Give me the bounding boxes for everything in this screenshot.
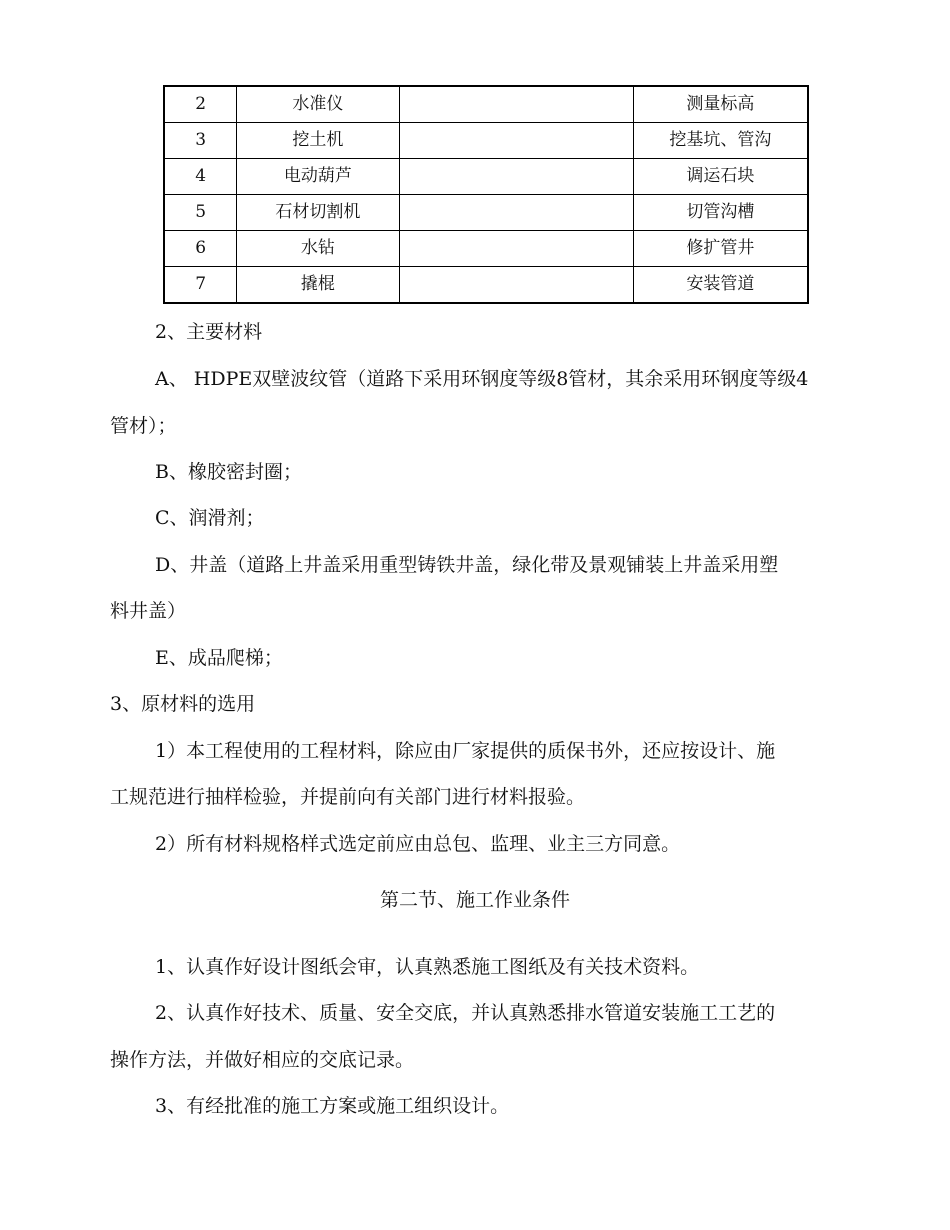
raw-material-heading: 3、原材料的选用 [110,693,256,715]
section-title: 第二节、施工作业条件 [379,889,570,911]
table-cell-name: 电动葫芦 [237,159,399,195]
condition-item-3: 3、有经批准的施工方案或施工组织设计。 [155,1095,510,1117]
table-cell-spec [399,123,633,159]
table-row [164,267,808,304]
equipment-table [163,85,809,304]
table-cell-spec [399,195,633,231]
table-cell-no: 2 [164,86,237,123]
table-cell-use: 挖基坑、管沟 [633,123,808,159]
table-cell-name: 挖土机 [237,123,399,159]
table-row [164,86,808,123]
material-item-e: E、成品爬梯； [155,647,283,669]
table-row [164,123,808,159]
main-materials-heading: 2、主要材料 [155,321,263,343]
table-cell-spec [399,159,633,195]
table-cell-name: 水钻 [237,231,399,267]
table-cell-use: 修扩管井 [633,231,808,267]
table-cell-no: 5 [164,195,237,231]
material-item-c: C、润滑剂； [155,507,265,529]
table-row [164,195,808,231]
material-item-b: B、橡胶密封圈； [155,461,302,483]
table-cell-name: 石材切割机 [237,195,399,231]
raw-material-item-1-cont: 工规范进行抽样检验，并提前向有关部门进行材料报验。 [110,786,586,808]
table-cell-use: 切管沟槽 [633,195,808,231]
table-cell-use: 安装管道 [633,267,808,304]
table-cell-no: 4 [164,159,237,195]
table-cell-spec [399,231,633,267]
raw-material-item-1: 1）本工程使用的工程材料，除应由厂家提供的质保书外，还应按设计、施 [155,740,776,762]
table-cell-no: 6 [164,231,237,267]
condition-item-2: 2、认真作好技术、质量、安全交底，并认真熟悉排水管道安装施工工艺的 [155,1002,776,1024]
material-item-d-cont: 料井盖） [110,600,187,622]
table-row [164,159,808,195]
table-cell-spec [399,86,633,123]
condition-item-1: 1、认真作好设计图纸会审，认真熟悉施工图纸及有关技术资料。 [155,956,700,978]
table-row [164,231,808,267]
material-item-a-cont: 管材）； [110,415,177,437]
material-item-d: D、井盖（道路上井盖采用重型铸铁井盖，绿化带及景观铺装上井盖采用塑 [155,554,779,576]
table-cell-name: 撬棍 [237,267,399,304]
table-cell-no: 7 [164,267,237,304]
table-cell-use: 测量标高 [633,86,808,123]
raw-material-item-2: 2）所有材料规格样式选定前应由总包、监理、业主三方同意。 [155,833,681,855]
table-cell-no: 3 [164,123,237,159]
material-item-a: A、 HDPE双壁波纹管（道路下采用环钢度等级8管材，其余采用环钢度等级4 [155,368,809,390]
table-cell-name: 水准仪 [237,86,399,123]
condition-item-2-cont: 操作方法，并做好相应的交底记录。 [110,1049,415,1071]
table-cell-spec [399,267,633,304]
table-cell-use: 调运石块 [633,159,808,195]
